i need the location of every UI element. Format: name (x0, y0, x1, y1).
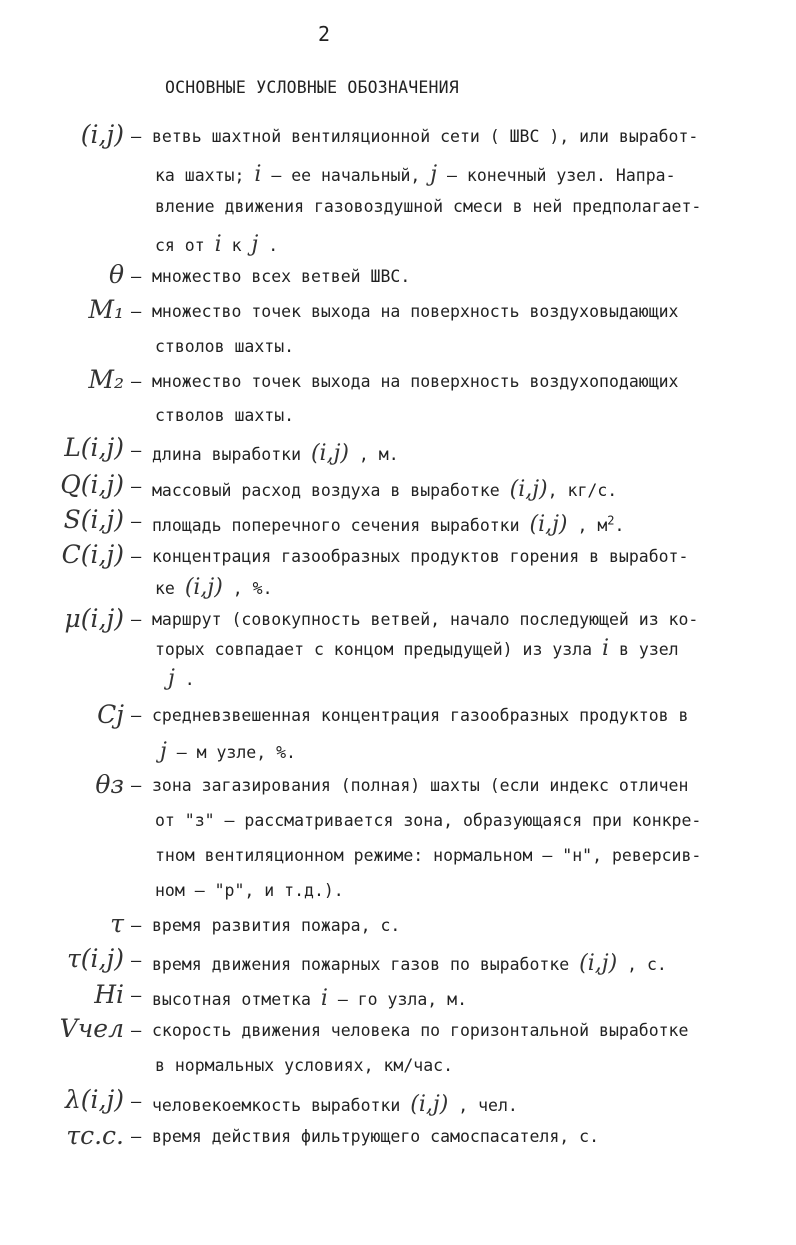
dash: – (131, 1021, 142, 1041)
def-line: концентрация газообразных продуктов горения в выработ- (152, 547, 689, 566)
dash: – (131, 302, 142, 322)
page-number: 2 (318, 22, 331, 46)
def-line: время действия фильтрующего самоспасателя, с. (152, 1127, 600, 1146)
dash: – (131, 547, 142, 567)
def-line: тном вентиляционном режиме: нормальном – "н", реверсив- (155, 846, 702, 865)
def-line: стволов шахты. (155, 337, 295, 356)
symbol-length: L(i,j) (64, 433, 124, 462)
symbol-tau: τ (110, 909, 124, 938)
symbol-branch-ij: (i,j) (80, 120, 124, 149)
dash: – (131, 986, 142, 1006)
def-line: время развития пожара, с. (152, 916, 401, 935)
def-line: высотная отметка i – го узла, м. (152, 986, 468, 1011)
def-line: зона загазирования (полная) шахты (если индекс отличен (152, 776, 689, 795)
def-line: массовый расход воздуха в выработке (i,j), кг/с. (152, 477, 618, 502)
symbol-m1: M₁ (88, 295, 124, 324)
dash: – (131, 1127, 142, 1147)
symbol-gas-zone: θз (95, 770, 124, 799)
symbol-speed: Vчел (59, 1014, 124, 1043)
dash: – (131, 706, 142, 726)
symbol-lambda: λ(i,j) (64, 1085, 124, 1114)
def-line: ке (i,j) , %. (155, 575, 273, 600)
def-line: торых совпадает с концом предыдущей) из узла i в узел (155, 636, 679, 661)
def-line: человекоемкость выработки (i,j) , чел. (152, 1092, 518, 1117)
dash: – (131, 127, 142, 147)
def-line: площадь поперечного сечения выработки (i,j) , $м^2$. (152, 512, 625, 537)
dash: – (131, 477, 142, 497)
dash: – (131, 776, 142, 796)
def-line: ном – "р", и т.д.). (155, 881, 344, 900)
def-line: множество точек выхода на поверхность воздуховыдающих (152, 302, 679, 321)
def-line: от "з" – рассматривается зона, образующаяся при конкре- (155, 811, 702, 830)
dash: – (131, 441, 142, 461)
dash: – (131, 951, 142, 971)
symbol-tau-ij: τ(i,j) (66, 944, 124, 973)
def-line: длина выработки (i,j) , м. (152, 441, 399, 466)
def-line: средневзвешенная концентрация газообразных продуктов в (152, 706, 689, 725)
dash: – (131, 1092, 142, 1112)
def-line: время движения пожарных газов по выработке (i,j) , с. (152, 951, 667, 976)
def-line: j . (168, 666, 195, 691)
def-line: вление движения газовоздушной смеси в ней предполагает- (155, 197, 702, 216)
def-line: маршрут (совокупность ветвей, начало последующей из ко- (152, 610, 699, 629)
page-heading: ОСНОВНЫЕ УСЛОВНЫЕ ОБОЗНАЧЕНИЯ (165, 78, 459, 97)
def-line: множество всех ветвей ШВС. (152, 267, 411, 286)
dash: – (131, 267, 142, 287)
symbol-route: μ(i,j) (64, 604, 124, 633)
symbol-height: Hi (94, 980, 124, 1009)
symbol-concentration: C(i,j) (61, 540, 124, 569)
symbol-tau-ss: τс.с. (66, 1121, 124, 1150)
def-line: j – м узле, %. (160, 739, 296, 764)
symbol-theta: θ (108, 260, 124, 289)
def-line: ка шахты; i – ее начальный, j – конечный узел. Напра- (155, 162, 676, 187)
dash: – (131, 916, 142, 936)
def-line: множество точек выхода на поверхность воздухоподающих (152, 372, 679, 391)
dash: – (131, 610, 142, 630)
def-line: стволов шахты. (155, 406, 295, 425)
def-line: скорость движения человека по горизонтальной выработке (152, 1021, 689, 1040)
dash: – (131, 512, 142, 532)
symbol-cj: Cj (97, 700, 124, 729)
symbol-flow: Q(i,j) (60, 470, 124, 499)
symbol-area: S(i,j) (63, 505, 124, 534)
def-line: ветвь шахтной вентиляционной сети ( ШВС ), или выработ- (152, 127, 699, 146)
dash: – (131, 372, 142, 392)
def-line: в нормальных условиях, км/час. (155, 1056, 454, 1075)
def-line: ся от i к j . (155, 232, 279, 257)
symbol-m2: M₂ (88, 365, 124, 394)
